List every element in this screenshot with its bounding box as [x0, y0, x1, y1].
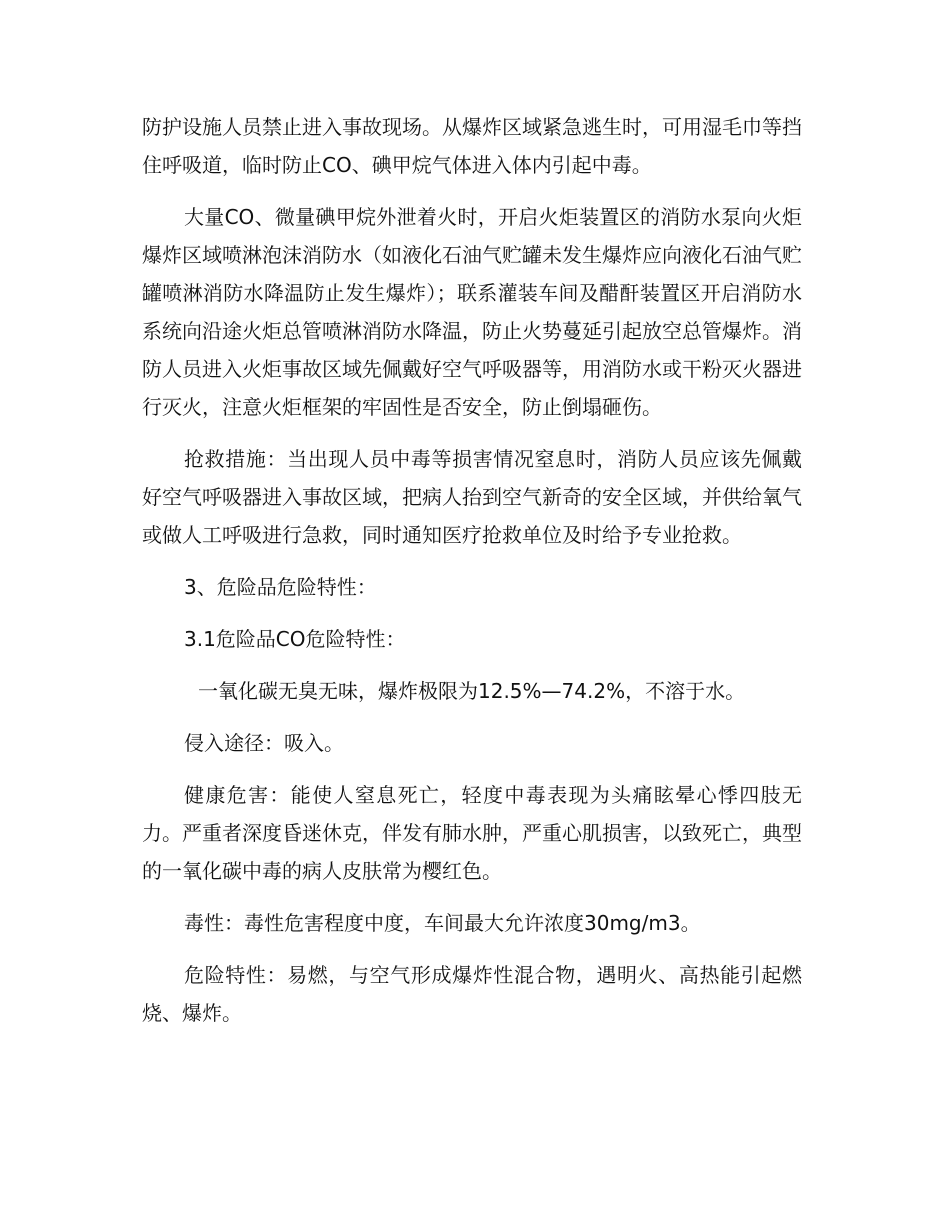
paragraph-health-hazard: 健康危害：能使人窒息死亡，轻度中毒表现为头痛眩晕心悸四肢无力。严重者深度昏迷休克，伴发有肺水肿，严重心肌损害，以致死亡，典型的一氧化碳中毒的病人皮肤常为樱红色。: [142, 783, 802, 883]
subsection-heading-co-hazard: 3.1危险品CO危险特性：: [184, 627, 406, 651]
document-page: [142, 108, 802, 1046]
paragraph-protection: 防护设施人员禁止进入事故现场。从爆炸区域紧急逃生时，可用湿毛巾等挡住呼吸道，临时防止CO、碘甲烷气体进入体内引起中毒。: [142, 115, 802, 177]
paragraph-hazard-characteristics: 危险特性：易燃，与空气形成爆炸性混合物，遇明火、高热能引起燃烧、爆炸。: [142, 963, 802, 1025]
paragraph-exposure-route: 侵入途径：吸入。: [184, 731, 344, 755]
paragraph-co-description: 一氧化碳无臭无味，爆炸极限为12.5%—74.2%，不溶于水。: [198, 679, 746, 703]
paragraph-fire-response: 大量CO、微量碘甲烷外泄着火时，开启火炬装置区的消防水泵向火炬爆炸区域喷淋泡沫消防水（如液化石油气贮罐未发生爆炸应向液化石油气贮罐喷淋消防水降温防止发生爆炸）；联系灌装车间及醋酐装置区开启消防水系统向沿途火炬总管喷淋消防水降温，防止火势蔓延引起放空总管爆炸。消防人员进入火炬事故区域先佩戴好空气呼吸器等，用消防水或干粉灭火器进行灭火，注意火炬框架的牢固性是否安全，防止倒塌砸伤。: [142, 205, 802, 419]
section-heading-hazard-properties: 3、危险品危险特性：: [184, 575, 377, 599]
paragraph-toxicity: 毒性：毒性危害程度中度，车间最大允许浓度30mg/m3。: [184, 911, 701, 935]
paragraph-rescue-measures: 抢救措施：当出现人员中毒等损害情况窒息时，消防人员应该先佩戴好空气呼吸器进入事故区域，把病人抬到空气新奇的安全区域，并供给氧气或做人工呼吸进行急救，同时通知医疗抢救单位及时给予专业抢救。: [142, 447, 802, 547]
